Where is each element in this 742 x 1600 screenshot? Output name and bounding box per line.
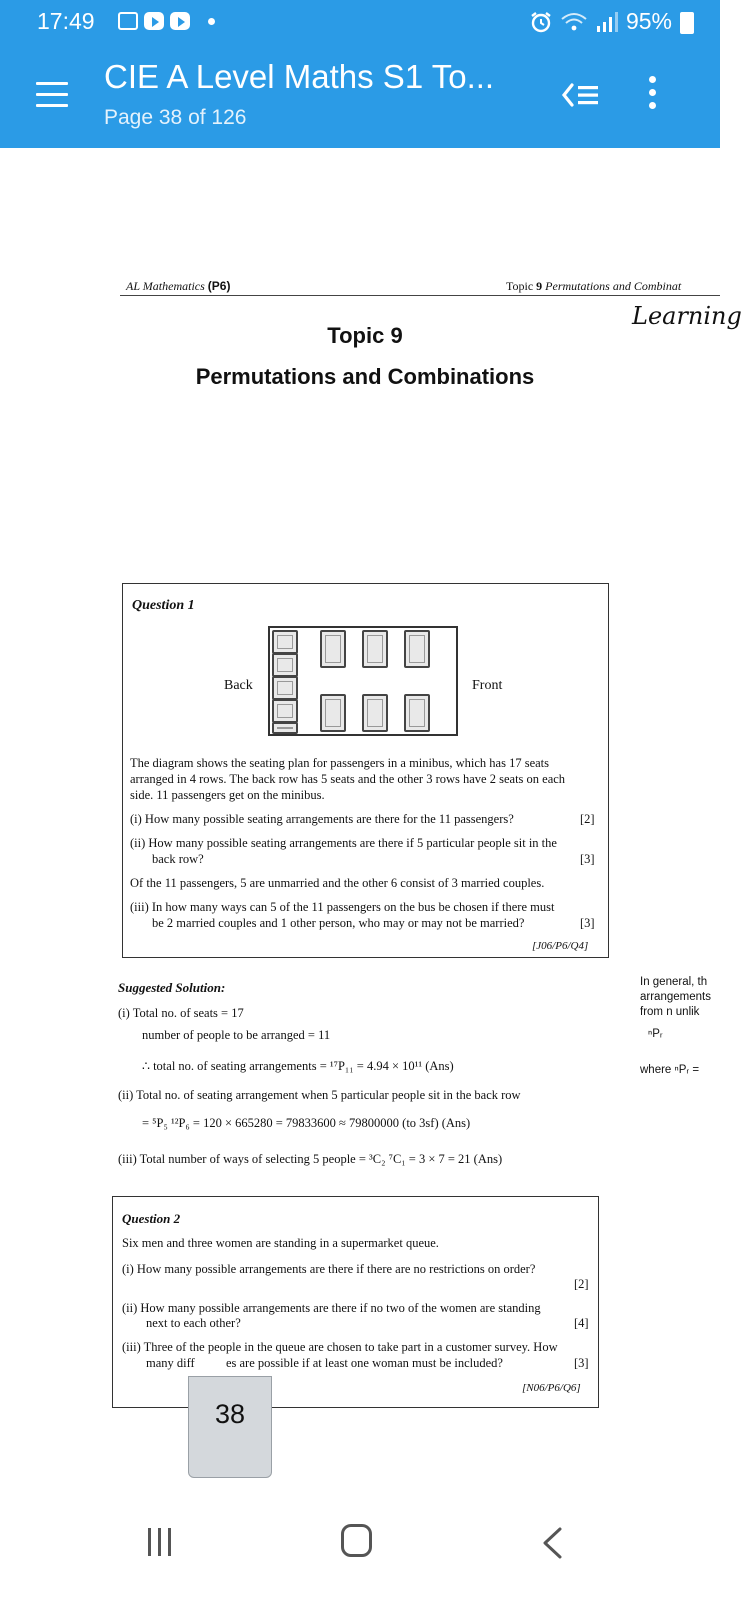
question-1-intro-line-3: side. 11 passengers get on the minibus.: [130, 788, 325, 802]
minibus-seating-diagram: [268, 626, 458, 736]
question-2-part-iii-mark: [3]: [574, 1356, 589, 1370]
seat: [272, 699, 298, 723]
question-1-intro-line-2: arranged in 4 rows. The back row has 5 seats and the other 3 rows have 2 seats on each: [130, 772, 566, 786]
back-icon[interactable]: [540, 1526, 564, 1560]
learning-handwriting: Learning: [632, 302, 742, 330]
page-number-badge[interactable]: 38: [188, 1376, 272, 1478]
seat: [362, 694, 388, 732]
solution-line-2: number of people to be arranged = 11: [142, 1028, 331, 1042]
header-divider: [120, 295, 720, 296]
home-icon[interactable]: [341, 1524, 372, 1557]
question-2-title: Question 2: [122, 1211, 181, 1226]
document-title: CIE A Level Maths S1 To...: [104, 58, 495, 95]
topic-title: Permutations and Combinations: [195, 364, 535, 389]
document-page[interactable]: [0, 148, 742, 1488]
solution-title: Suggested Solution:: [118, 980, 226, 995]
question-2-part-i: (i) How many possible arrangements are there if there are no restrictions on order?: [122, 1262, 536, 1276]
question-1-source: [J06/P6/Q4]: [532, 940, 589, 952]
question-1-title: Question 1: [132, 598, 195, 613]
seat: [320, 630, 346, 668]
question-2-intro: Six men and three women are standing in a supermarket queue.: [122, 1236, 439, 1250]
seat: [362, 630, 388, 668]
solution-line-3: ∴ total no. of seating arrangements = ¹⁷P₁₁ = 4.94 × 10¹¹ (Ans): [142, 1059, 454, 1073]
question-1-intro-line-1: The diagram shows the seating plan for passengers in a minibus, which has 17 seats: [130, 756, 550, 770]
question-2-part-ii-line-2: next to each other?: [146, 1316, 241, 1330]
seat: [272, 630, 298, 654]
question-1-part-ii-line-2: back row?: [152, 852, 204, 866]
sidebar-note-line-4: ⁿPᵣ: [648, 1028, 663, 1040]
question-1-part-iii-line-2: be 2 married couples and 1 other person, who may or may not be married?: [152, 916, 525, 930]
page-header-right: Topic 9 Permutations and Combinat: [506, 279, 682, 293]
question-1-part-ii-mark: [3]: [580, 852, 595, 866]
navigation-bar: [0, 1488, 720, 1600]
sidebar-note-line-5: where ⁿPᵣ =: [640, 1064, 700, 1076]
diagram-front-label: Front: [472, 678, 503, 693]
solution-line-4: (ii) Total no. of seating arrangement when 5 particular people sit in the back row: [118, 1088, 521, 1102]
question-1-part-ii-line-1: (ii) How many possible seating arrangements are there if 5 particular people sit in the: [130, 836, 557, 850]
topic-number: Topic 9: [327, 323, 403, 348]
question-1-part-i: (i) How many possible seating arrangements are there for the 11 passengers?: [130, 812, 514, 826]
seat: [404, 694, 430, 732]
question-2-source: [N06/P6/Q6]: [522, 1382, 581, 1394]
solution-line-5: = ⁵P₅ ¹²P₆ = 120 × 665280 = 79833600 ≈ 79800000 (to 3sf) (Ans): [142, 1116, 471, 1130]
page-header-left: AL Mathematics (P6): [126, 279, 231, 293]
clock: 17:49: [37, 8, 95, 34]
diagram-back-label: Back: [224, 678, 253, 693]
question-2-part-iii-line-2: many diff es are possible if at least one woman must be included?: [146, 1356, 503, 1370]
page-indicator: Page 38 of 126: [104, 106, 247, 129]
question-2-part-iii-line-1: (iii) Three of the people in the queue are chosen to take part in a customer survey. How: [122, 1340, 558, 1354]
question-2-part-ii-line-1: (ii) How many possible arrangements are there if no two of the women are standing: [122, 1301, 541, 1315]
solution-line-1: (i) Total no. of seats = 17: [118, 1006, 244, 1020]
seat: [320, 694, 346, 732]
seat: [404, 630, 430, 668]
sidebar-note-line-3: from n unlik: [640, 1006, 700, 1018]
seat: [272, 722, 298, 734]
question-1-note: Of the 11 passengers, 5 are unmarried and the other 6 consist of 3 married couples.: [130, 876, 545, 890]
question-1-part-iii-mark: [3]: [580, 916, 595, 930]
question-2-part-ii-mark: [4]: [574, 1316, 589, 1330]
recent-apps-icon[interactable]: [148, 1528, 171, 1556]
seat: [272, 676, 298, 700]
question-1-part-i-mark: [2]: [580, 812, 595, 826]
question-2-part-i-mark: [2]: [574, 1277, 589, 1291]
battery-percent: 95%: [625, 8, 672, 34]
sidebar-note-line-1: In general, th: [640, 976, 708, 988]
sidebar-note-line-2: arrangements: [640, 991, 711, 1003]
solution-line-6: (iii) Total number of ways of selecting 5 people = ³C₂ ⁷C₁ = 3 × 7 = 21 (Ans): [118, 1152, 503, 1166]
question-1-part-iii-line-1: (iii) In how many ways can 5 of the 11 passengers on the bus be chosen if there must: [130, 900, 555, 914]
seat: [272, 653, 298, 677]
